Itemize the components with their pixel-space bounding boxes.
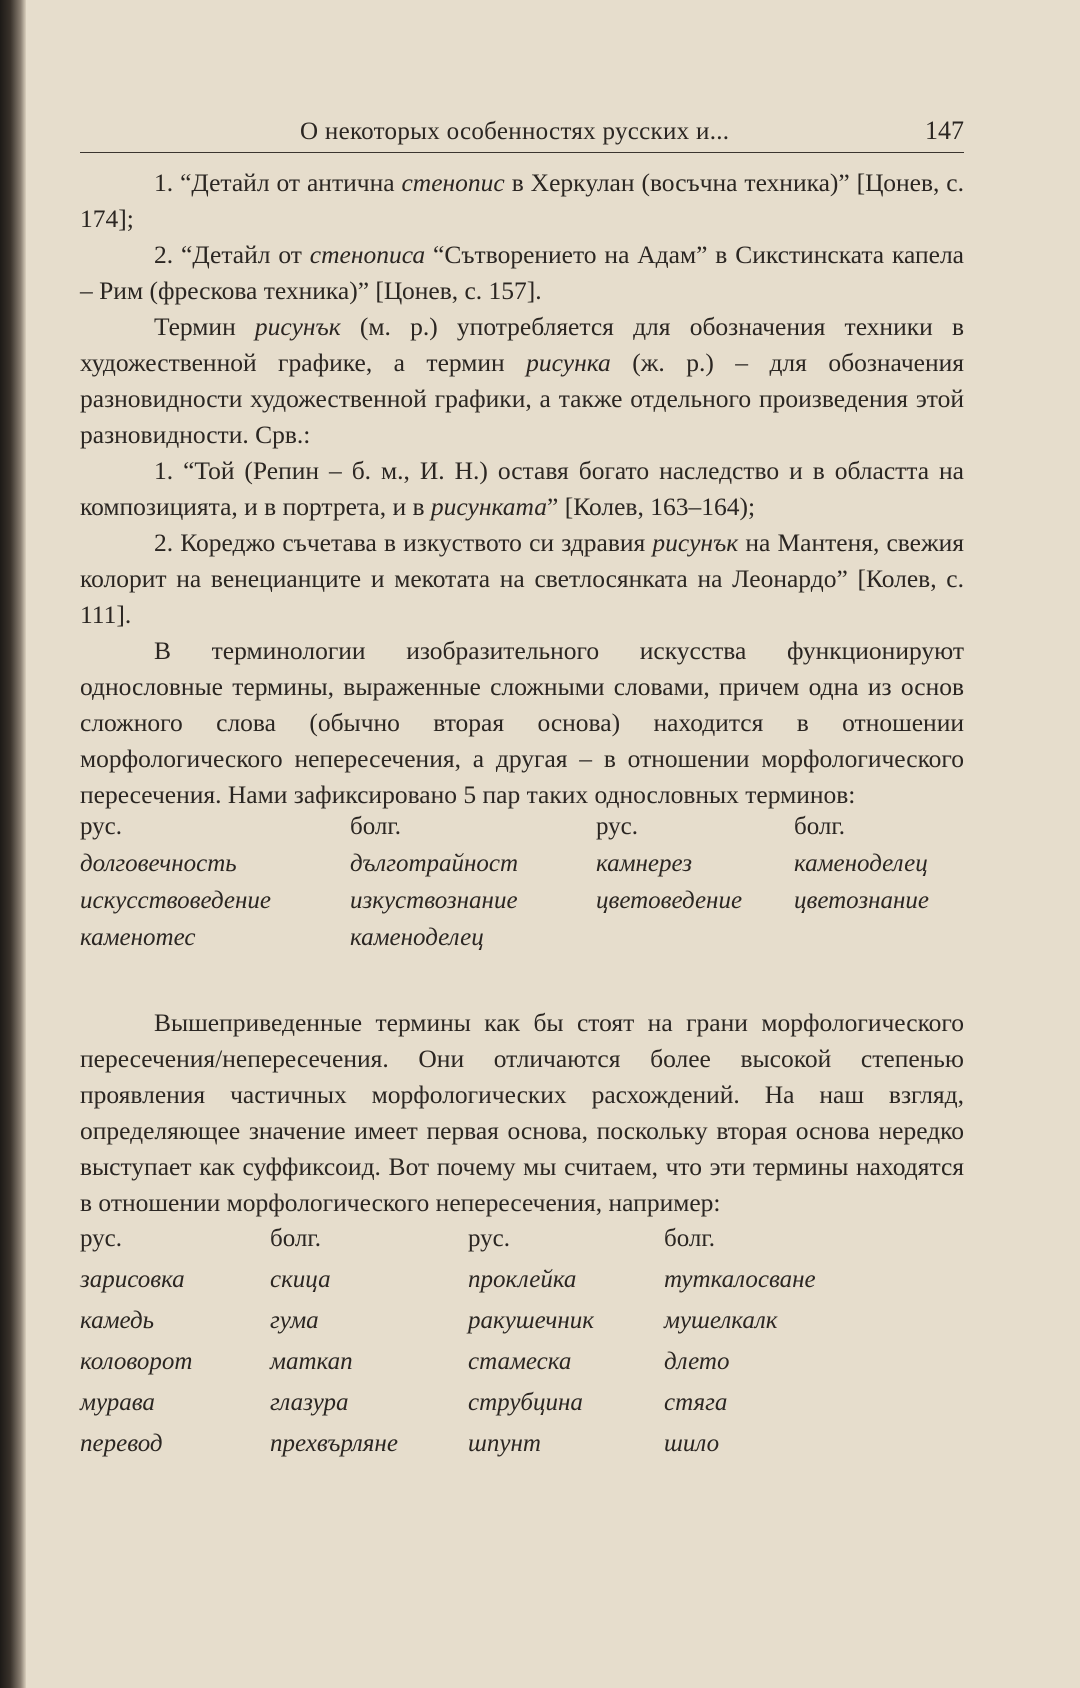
example-text: 2. Кореджо съчетава в изкуството си здравия bbox=[154, 528, 653, 557]
column-header: рус. bbox=[80, 813, 123, 840]
table-cell: перевод bbox=[80, 1430, 163, 1457]
column-header: рус. bbox=[596, 813, 639, 840]
table-row bbox=[80, 924, 929, 961]
table-cell: каменотес bbox=[80, 924, 196, 951]
example-3 bbox=[80, 453, 964, 525]
table-row bbox=[80, 850, 929, 887]
column-header: рус. bbox=[80, 1225, 123, 1252]
paragraph-text: Термин bbox=[154, 312, 255, 341]
paragraph-risunak bbox=[80, 309, 964, 453]
table-cell: камедь bbox=[80, 1307, 155, 1334]
table-cell: струбцина bbox=[468, 1389, 583, 1416]
table-cell: гума bbox=[270, 1307, 319, 1334]
table-row bbox=[80, 1307, 816, 1348]
paragraph-text: (ж. р.) – для обозначения разновидности художественной графики, а также отдельного произведения этой разновидности. Срв.: bbox=[80, 348, 964, 449]
table-cell: мурава bbox=[80, 1389, 155, 1416]
table-cell: ракушечник bbox=[468, 1307, 594, 1334]
table-header-row bbox=[80, 1225, 816, 1266]
column-header: болг. bbox=[270, 1225, 322, 1252]
term-highlight: стенопис bbox=[401, 168, 505, 197]
column-header: болг. bbox=[794, 813, 846, 840]
table-row bbox=[80, 1348, 816, 1389]
example-4 bbox=[80, 525, 964, 633]
term-highlight: стенописа bbox=[309, 240, 426, 269]
table-cell: скица bbox=[270, 1266, 331, 1293]
table-cell: стамеска bbox=[468, 1348, 572, 1375]
table-cell: искусствоведение bbox=[80, 887, 272, 914]
example-text: 1. “Той (Репин – б. м., И. Н.) оставя богато наследство и в областта на композицията, и в портрета, и в bbox=[80, 456, 964, 521]
table-cell: цветознание bbox=[794, 887, 929, 914]
term-highlight: рисунък bbox=[254, 312, 341, 341]
table-header-row bbox=[80, 813, 929, 850]
non-intersection-terms-table bbox=[80, 1225, 816, 1471]
example-text: на Мантеня, свежия колорит на венецианците и мекотата на светлосянката на Леонардо” [Колев, с. 111]. bbox=[80, 528, 964, 629]
table-cell bbox=[794, 924, 929, 961]
table-row bbox=[80, 887, 929, 924]
example-2 bbox=[80, 237, 964, 309]
paragraph-compound-terms: В терминологии изобразительного искусства функционируют однословные термины, выраженные сложными словами, причем одна из основ сложного слова (обычно вторая основа) находится в отношении морфологического непересечения, а другая – в отношении морфологического пересечения. Нами зафиксировано 5 пар таких однословных терминов: bbox=[80, 636, 964, 809]
paragraph-conclusion: Вышеприведенные термины как бы стоят на грани морфологического пересечения/непересечения. Они отличаются более высокой степенью проявления частичных морфологических расхождений. На наш взгляд, определяющее значение имеет первая основа, поскольку вторая основа нередко выступает как суффиксоид. Вот почему мы считаем, что эти термины находятся в отношении морфологического непересечения, например: bbox=[80, 1008, 964, 1217]
column-header: болг. bbox=[350, 813, 402, 840]
table-cell bbox=[596, 924, 794, 961]
term-highlight: рисунък bbox=[652, 528, 739, 557]
table-cell: длето bbox=[664, 1348, 730, 1375]
page-number: 147 bbox=[925, 116, 964, 145]
example-text: 1. “Детайл от антична bbox=[154, 168, 402, 197]
table-row bbox=[80, 1430, 816, 1471]
table-cell: шпунт bbox=[468, 1430, 541, 1457]
example-1 bbox=[80, 165, 964, 237]
table-cell: зарисовка bbox=[80, 1266, 185, 1293]
table-cell: туткалосване bbox=[664, 1266, 816, 1293]
term-highlight: рисунка bbox=[526, 348, 611, 377]
running-title: О некоторых особенностях русских и... bbox=[300, 118, 730, 145]
example-text: в Херкулан (восъчна техника)” [Цонев, с. 174]; bbox=[80, 168, 964, 233]
table-row bbox=[80, 1389, 816, 1430]
table-cell: проклейка bbox=[468, 1266, 577, 1293]
table-cell: каменоделец bbox=[794, 850, 928, 877]
table-cell: шило bbox=[664, 1430, 720, 1457]
table-cell: дълготрайност bbox=[350, 850, 519, 877]
example-text: ” [Колев, 163–164); bbox=[547, 492, 756, 521]
term-highlight: рисунката bbox=[430, 492, 548, 521]
column-header: болг. bbox=[664, 1225, 716, 1252]
compound-terms-table bbox=[80, 813, 929, 961]
book-spine-shadow bbox=[0, 0, 26, 1688]
table-cell: маткап bbox=[270, 1348, 353, 1375]
table-cell: коловорот bbox=[80, 1348, 193, 1375]
table-cell: каменоделец bbox=[350, 924, 484, 951]
table-cell: глазура bbox=[270, 1389, 349, 1416]
table-cell: прехвърляне bbox=[270, 1430, 398, 1457]
table-row bbox=[80, 1266, 816, 1307]
book-page bbox=[80, 112, 964, 1471]
example-text: “Сътворението на Адам” в Сикстинската капела – Рим (фрескова техника)” [Цонев, с. 157]. bbox=[80, 240, 964, 305]
example-text: 2. “Детайл от bbox=[154, 240, 310, 269]
table-cell: мушелкалк bbox=[664, 1307, 778, 1334]
table-cell: камнерез bbox=[596, 850, 693, 877]
page-header bbox=[80, 112, 964, 153]
table-cell: стяга bbox=[664, 1389, 728, 1416]
column-header: рус. bbox=[468, 1225, 511, 1252]
table-cell: долговечность bbox=[80, 850, 237, 877]
table-cell: цветоведение bbox=[596, 887, 743, 914]
paragraph-text: (м. р.) употребляется для обозначения техники в художественной графике, а термин bbox=[80, 312, 964, 377]
table-cell: изкуствознание bbox=[350, 887, 518, 914]
